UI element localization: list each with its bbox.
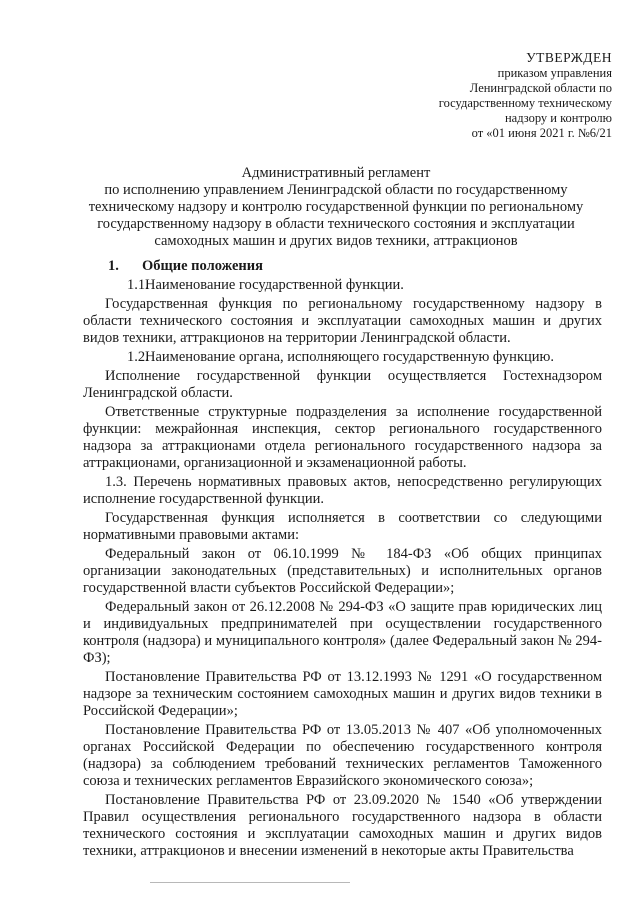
paragraph (83, 277, 602, 294)
paragraph: Ответственные структурные подразделения за исполнение государственной функции: межрайонная инспекция, сектор регионального государственного надзора за аттракционами отдела регионального государственного надзора за аттракционами, организационной и экзаменационной работы. (83, 404, 602, 471)
paragraph: Исполнение государственной функции осуществляется Гостехнадзором Ленинградской области. (83, 368, 602, 401)
paragraph: Федеральный закон от 06.10.1999 № 184-ФЗ «Об общих принципах организации законодательных (представительных) и исполнительных органов государственной власти субъектов Российской Федерации»; (83, 546, 602, 596)
paragraph: Постановление Правительства РФ от 13.05.2013 № 407 «Об уполномоченных органах Российской Федерации по обеспечению государственного контроля (надзора) за соблюдением требований технических регламентов Таможенного союза и технических регламентов Евразийского экономического союза»; (83, 722, 602, 789)
approval-block (439, 50, 612, 141)
paragraph: Постановление Правительства РФ от 13.12.1993 № 1291 «О государственном надзоре за техническим состоянием самоходных машин и других видов техники в Российской Федерации»; (83, 669, 602, 719)
document-title (86, 165, 586, 250)
approval-line: государственному техническому (438, 96, 612, 110)
paragraph-number: 1.2. (127, 349, 149, 365)
section-title: Общие положения (142, 258, 263, 274)
approval-heading: УТВЕРЖДЕН (526, 50, 612, 65)
section-heading (83, 258, 602, 275)
title-line: Административный регламент (241, 165, 431, 181)
section-number: 1. (108, 258, 119, 274)
document-body (83, 258, 602, 862)
paragraph-number: 1.1. (127, 277, 149, 293)
approval-line: от «01 июня 2021 г. №6/21 (471, 126, 612, 140)
paragraph: Постановление Правительства РФ от 23.09.2020 № 1540 «Об утверждении Правил осуществления регионального государственного надзора в области технического состояния и эксплуатации самоходных машин и других видов техники, аттракционов и внесении изменений в некоторые акты Правительства (83, 792, 602, 859)
paragraph: 1.3. Перечень нормативных правовых актов, непосредственно регулирующих исполнение государственной функции. (83, 474, 602, 507)
paragraph: Федеральный закон от 26.12.2008 № 294-ФЗ «О защите прав юридических лиц и индивидуальных предпринимателей при осуществлении государственного контроля (надзора) и муниципального контроля» (далее Федеральный закон № 294-ФЗ); (83, 599, 602, 666)
paragraph-text: Наименование органа, исполняющего государственную функцию. (145, 349, 554, 365)
approval-line: Ленинградской области по (469, 81, 612, 95)
title-subject: по исполнению управлением Ленинградской области по государственному техническому надзору и контролю государственной функции по региональному государственному надзору в области технического состояния и эксплуатации самоходных машин и других видов техники, аттракционов (88, 182, 584, 249)
paragraph: Государственная функция по региональному государственному надзору в области технического состояния и эксплуатации самоходных машин и других видов техники, аттракционов на территории Ленинградской области. (83, 296, 602, 346)
paragraph (83, 349, 602, 366)
paragraph: Государственная функция исполняется в соответствии со следующими нормативными правовыми актами: (83, 510, 602, 543)
scan-artifact-line (150, 882, 350, 883)
approval-line: надзору и контролю (504, 111, 612, 125)
paragraph-text: Наименование государственной функции. (145, 277, 404, 293)
approval-line: приказом управления (497, 66, 612, 80)
